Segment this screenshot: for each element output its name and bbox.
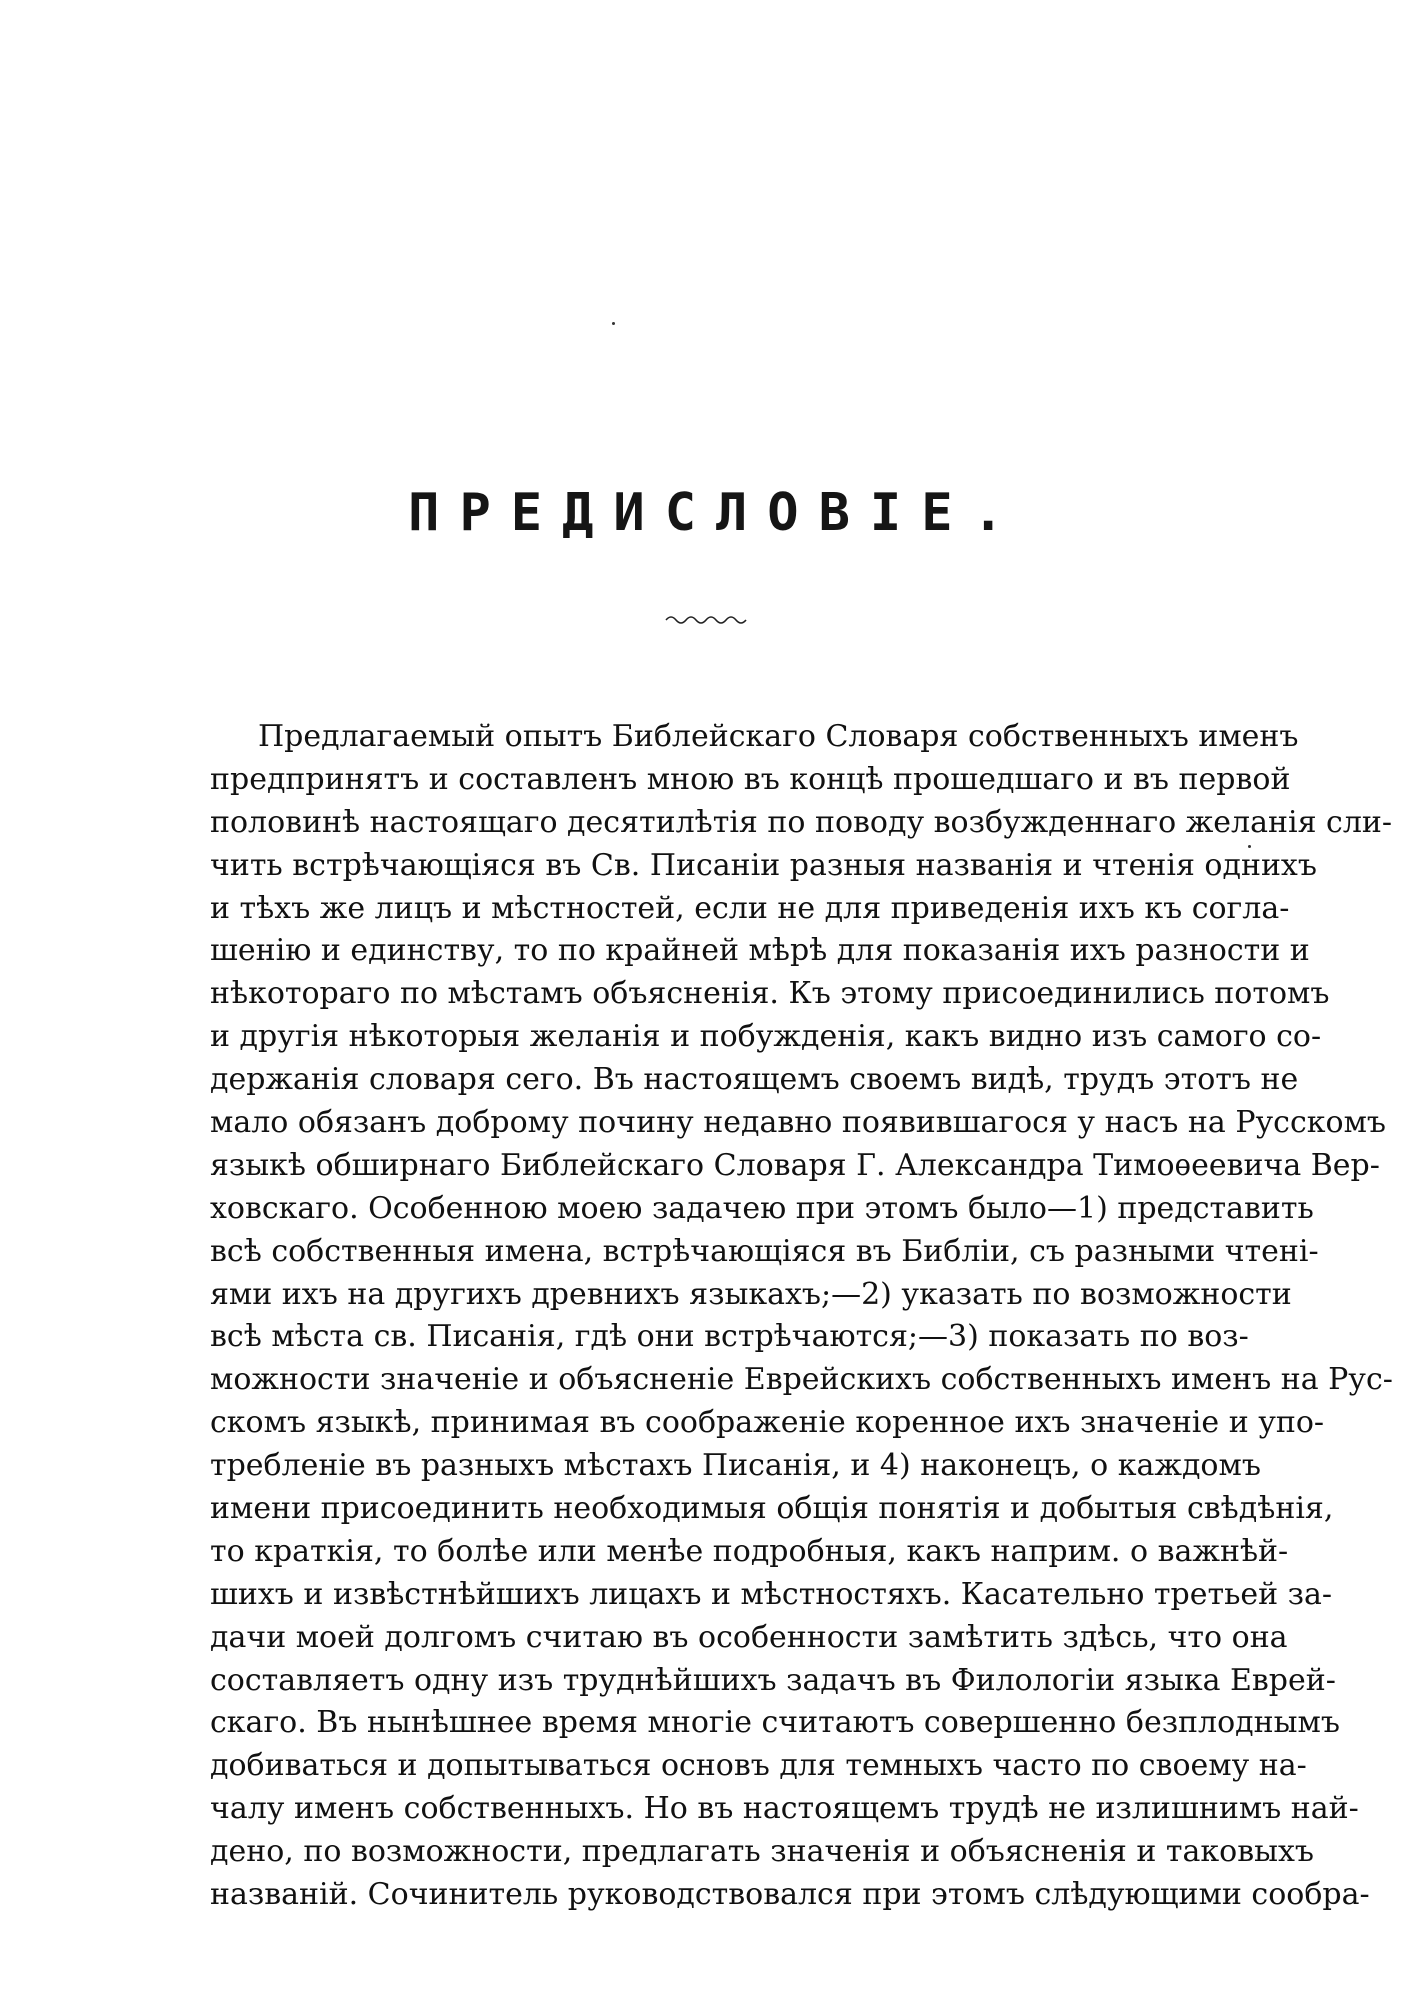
text-line: предпринятъ и составленъ мною въ концѣ прошедшаго и въ первой [210,761,1291,797]
text-line: требленіе въ разныхъ мѣстахъ Писанія, и 4) наконецъ, о каждомъ [210,1448,1261,1484]
text-line: и другія нѣкоторыя желанія и побужденія, какъ видно изъ самого со- [210,1019,1322,1055]
text-line: нѣкотораго по мѣстамъ объясненія. Къ этому присоединились потомъ [210,976,1330,1012]
wavy-rule-icon [664,612,748,628]
text-line: чалу именъ собственныхъ. Но въ настоящемъ трудѣ не излишнимъ най- [210,1791,1359,1827]
body-text [210,716,1393,1917]
text-line: языкѣ обширнаго Библейскаго Словаря Г. Александра Тимоѳеевича Вер- [210,1147,1380,1183]
text-line: всѣ собственныя имена, встрѣчающіяся въ Библіи, съ разными чтені- [210,1233,1319,1269]
text-line: добиваться и допытываться основъ для темныхъ часто по своему на- [210,1748,1307,1784]
text-line: мало обязанъ доброму почину недавно появившагося у насъ на Русскомъ [210,1105,1386,1141]
text-line: шенію и единству, то по крайней мѣрѣ для показанія ихъ разности и [210,933,1310,969]
print-speck [612,322,615,325]
text-line: скаго. Въ нынѣшнее время многіе считаютъ совершенно безплоднымъ [210,1705,1340,1741]
text-line: дено, по возможности, предлагать значенія и объясненія и таковыхъ [210,1834,1314,1870]
text-line: всѣ мѣста св. Писанія, гдѣ они встрѣчаются;—3) показать по воз- [210,1319,1249,1355]
text-line: можности значеніе и объясненіе Еврейскихъ собственныхъ именъ на Рус- [210,1362,1393,1398]
text-line: и тѣхъ же лицъ и мѣстностей, если не для приведенія ихъ къ согла- [210,890,1290,926]
text-line: ями ихъ на другихъ древнихъ языкахъ;—2) указать по возможности [210,1276,1292,1312]
text-line: держанія словаря сего. Въ настоящемъ своемъ видѣ, трудъ этотъ не [210,1062,1299,1098]
text-line: половинѣ настоящаго десятилѣтія по поводу возбужденнаго желанія сли- [210,804,1393,840]
text-line: то краткія, то болѣе или менѣе подробныя, какъ наприм. о важнѣй- [210,1533,1289,1569]
text-line: дачи моей долгомъ считаю въ особенности замѣтить здѣсь, что она [210,1619,1288,1655]
text-line: шихъ и извѣстнѣйшихъ лицахъ и мѣстностяхъ. Касательно третьей за- [210,1576,1333,1612]
text-line: имени присоединить необходимыя общія понятія и добытыя свѣдѣнія, [210,1491,1334,1527]
text-line: Предлагаемый опытъ Библейскаго Словаря собственныхъ именъ [258,719,1299,754]
text-line: ховскаго. Особенною моею задачею при этомъ было—1) представить [210,1190,1314,1226]
text-line: чить встрѣчающіяся въ Св. Писаніи разныя названія и чтенія однихъ [210,847,1317,883]
text-line: составляетъ одну изъ труднѣйшихъ задачъ въ Филологіи языка Еврей- [210,1662,1336,1698]
text-line: скомъ языкѣ, принимая въ соображеніе коренное ихъ значеніе и упо- [210,1405,1325,1441]
text-line: названій. Сочинитель руководствовался при этомъ слѣдующими сообра- [210,1877,1370,1913]
page-title: ПРЕДИСЛОВІЕ. [408,483,1024,543]
